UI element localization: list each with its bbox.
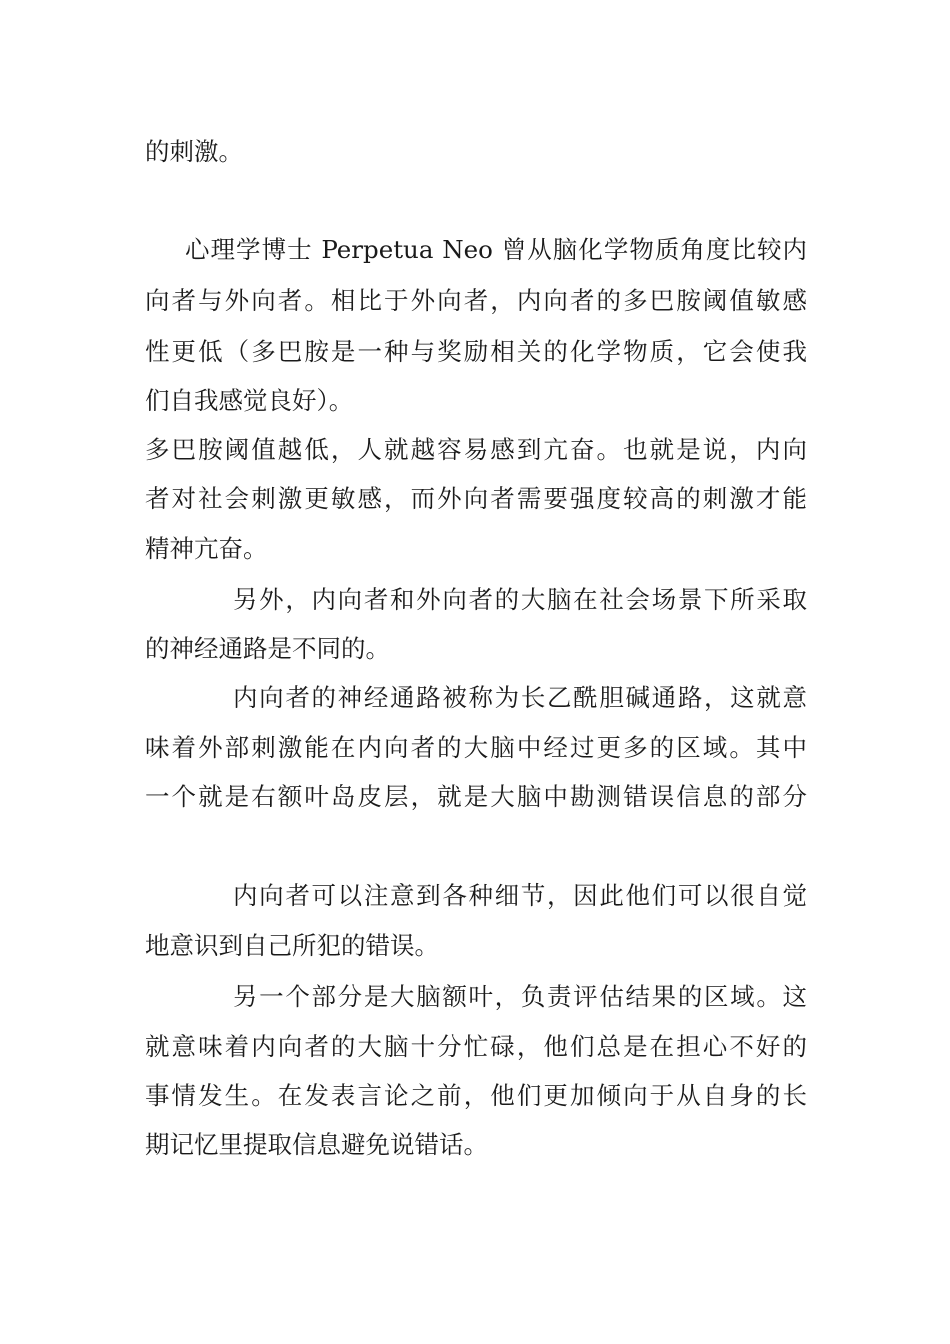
text-line: 的刺激。 <box>145 137 243 166</box>
text-line: 心理学博士 Perpetua Neo 曾从脑化学物质角度比较内 <box>185 235 807 264</box>
text-line: 的神经通路是不同的。 <box>145 634 390 663</box>
text-line: 另一个部分是大脑额叶，负责评估结果的区域。这 <box>233 982 807 1011</box>
text-line: 事情发生。在发表言论之前，他们更加倾向于从自身的长 <box>145 1081 807 1110</box>
text-line: 就意味着内向者的大脑十分忙碌，他们总是在担心不好的 <box>145 1032 807 1061</box>
text-line: 精神亢奋。 <box>145 534 268 563</box>
text-line: 们自我感觉良好）。 <box>145 386 354 415</box>
text-line: 另外，内向者和外向者的大脑在社会场景下所采取 <box>233 585 807 614</box>
text-line: 多巴胺阈值越低，人就越容易感到亢奋。也就是说，内向 <box>145 435 807 464</box>
text-line: 一个就是右额叶岛皮层，就是大脑中勘测错误信息的部分 <box>145 782 807 811</box>
text-line: 性更低（多巴胺是一种与奖励相关的化学物质，它会使我 <box>145 337 807 366</box>
text-line: 向者与外向者。相比于外向者，内向者的多巴胺阈值敏感 <box>145 286 807 315</box>
text-line: 地意识到自己所犯的错误。 <box>145 931 439 960</box>
text-line: 味着外部刺激能在内向者的大脑中经过更多的区域。其中 <box>145 733 807 762</box>
text-line: 者对社会刺激更敏感，而外向者需要强度较高的刺激才能 <box>145 484 807 513</box>
text-line: 内向者的神经通路被称为长乙酰胆碱通路，这就意 <box>233 683 807 712</box>
text-line: 内向者可以注意到各种细节，因此他们可以很自觉 <box>233 881 807 910</box>
text-line: 期记忆里提取信息避免说错话。 <box>145 1130 488 1159</box>
